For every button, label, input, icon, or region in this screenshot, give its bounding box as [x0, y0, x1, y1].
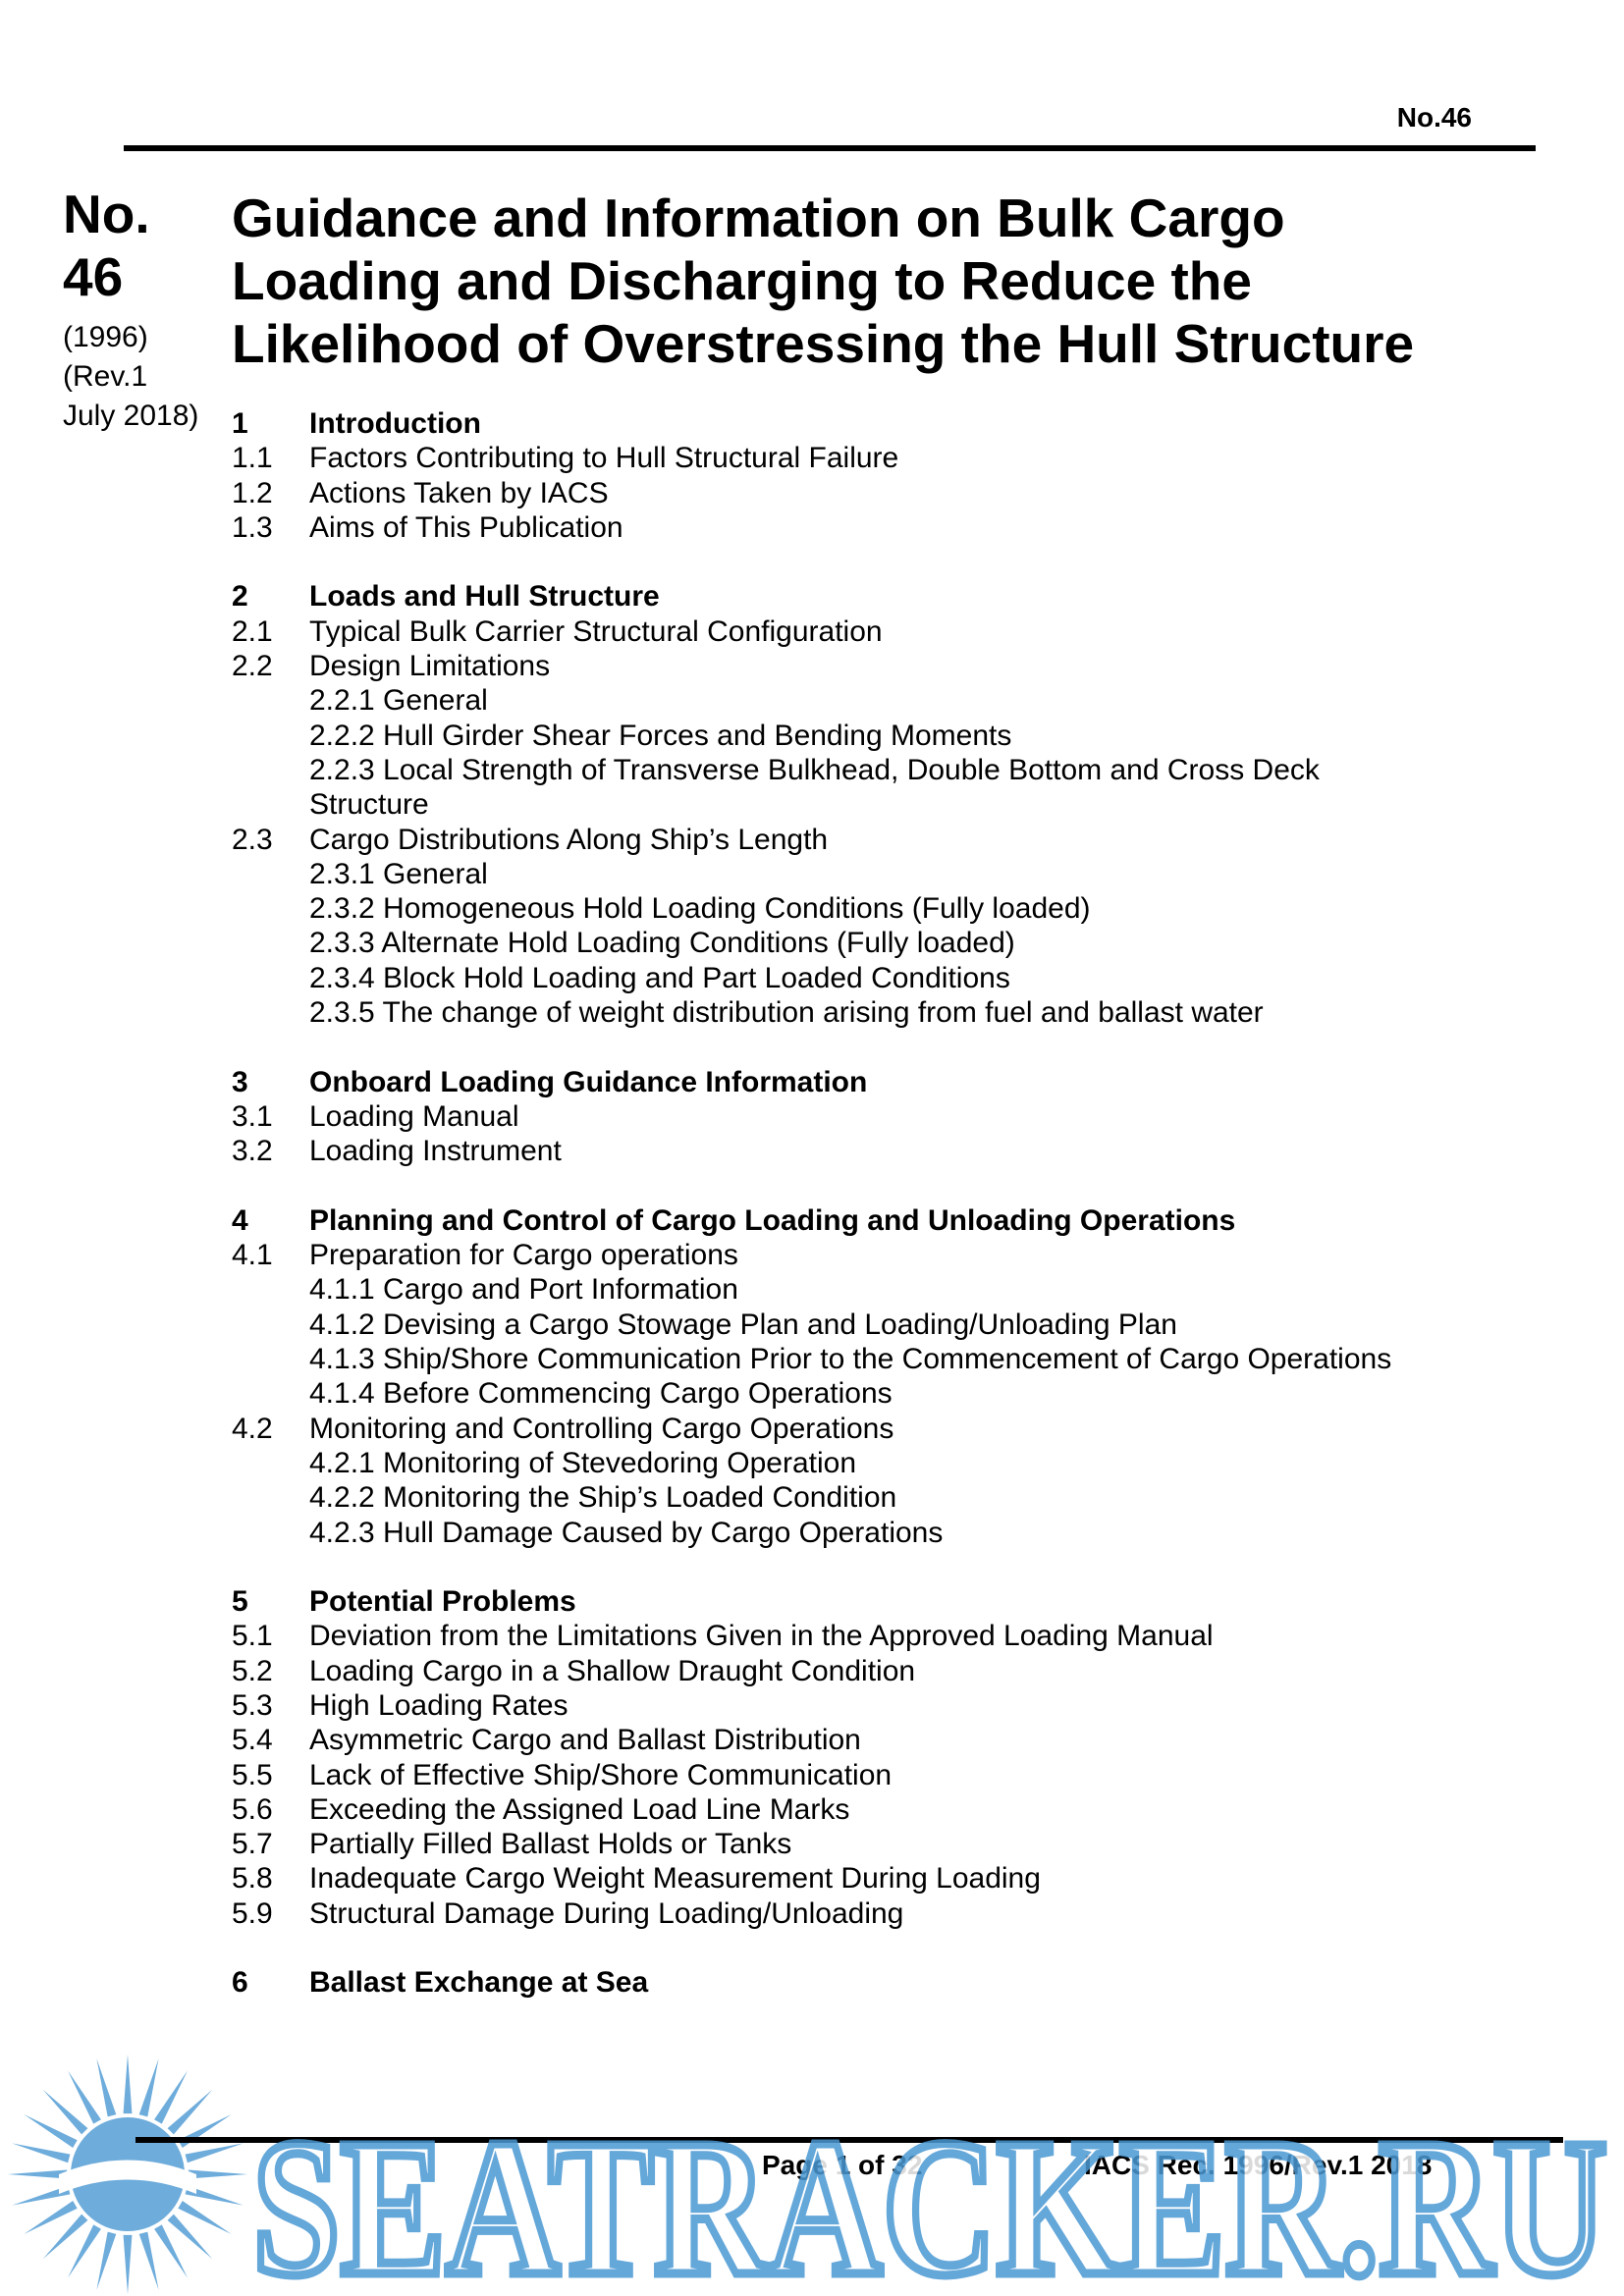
sun-ray [186, 2143, 244, 2163]
toc-entry [232, 614, 1528, 649]
toc-text: Potential Problems [309, 1585, 576, 1619]
side-date: July 2018) [63, 400, 199, 432]
toc-num: 1.2 [232, 476, 273, 509]
toc-text: 2.2.1 General [309, 684, 488, 718]
toc-num [232, 1308, 309, 1342]
toc-num [232, 1516, 309, 1550]
toc-entry [232, 1861, 1528, 1896]
document-reference: IACS Rec. 1996/Rev.1 2018 [1084, 2150, 1433, 2180]
toc-subentry [232, 1376, 1528, 1411]
watermark-text [236, 2081, 1624, 2296]
sun-ray [96, 2232, 116, 2290]
toc-text: 4.1.1 Cargo and Port Information [309, 1273, 738, 1307]
toc-subentry [232, 1516, 1528, 1550]
sun-ray [139, 2058, 159, 2116]
toc-section [232, 1584, 1528, 1619]
toc-num: 2 [232, 580, 248, 614]
toc-text: Ballast Exchange at Sea [309, 1966, 649, 2000]
toc-num: 5.1 [232, 1620, 273, 1653]
toc-text: 2.3.5 The change of weight distribution arising from fuel and ballast water [309, 996, 1264, 1030]
toc-num: 5 [232, 1585, 248, 1619]
toc-subentry [232, 753, 1528, 823]
toc-text: 2.3.3 Alternate Hold Loading Conditions (Fully loaded) [309, 927, 1015, 960]
sun-ray [189, 2170, 247, 2179]
sun-icon [0, 2052, 255, 2296]
toc-entry [232, 649, 1528, 683]
toc-subentry [232, 719, 1528, 753]
bottom-rule [135, 2137, 1563, 2143]
toc-text: Cargo Distributions Along Ship’s Length [309, 823, 829, 856]
toc-num: 4 [232, 1203, 248, 1237]
toc-num: 6 [232, 1966, 248, 2000]
toc-section [232, 406, 1528, 441]
toc-entry [232, 476, 1528, 510]
toc-text: Loads and Hull Structure [309, 580, 660, 614]
toc-text: Inadequate Cargo Weight Measurement During Loading [309, 1862, 1041, 1896]
toc-section [232, 1065, 1528, 1099]
sun-ray [124, 2235, 133, 2294]
toc-subentry [232, 683, 1528, 718]
toc-num [232, 1446, 309, 1480]
toc-num: 2.1 [232, 614, 273, 648]
toc-text: Loading Manual [309, 1099, 519, 1133]
toc-num: 2.2 [232, 650, 273, 683]
toc-num [232, 1342, 309, 1376]
toc-text: Design Limitations [309, 650, 551, 683]
toc-num: 5.8 [232, 1862, 273, 1896]
sun-ray [8, 2170, 67, 2179]
toc-subentry [232, 1308, 1528, 1342]
toc-num: 3 [232, 1065, 248, 1098]
toc-text: Asymmetric Cargo and Ballast Distribution [309, 1724, 861, 1757]
title-line: Likelihood of Overstressing the Hull Structure [232, 313, 1415, 374]
toc-entry [232, 823, 1528, 857]
title-line: Guidance and Information on Bulk Cargo [232, 187, 1285, 248]
toc-entry [232, 1619, 1528, 1653]
toc-text: 2.2.3 Local Strength of Transverse Bulkhead, Double Bottom and Cross Deck Structure [309, 753, 1320, 822]
sun-ray [124, 2055, 133, 2113]
toc-text: Onboard Loading Guidance Information [309, 1065, 868, 1098]
toc-text: Introduction [309, 407, 481, 440]
toc-text: Typical Bulk Carrier Structural Configuration [309, 614, 883, 648]
toc-text: Loading Cargo in a Shallow Draught Condition [309, 1654, 916, 1687]
toc-subentry [232, 1342, 1528, 1376]
toc-num: 3.2 [232, 1135, 273, 1168]
header-document-number: No.46 [1396, 102, 1472, 133]
toc-num [232, 753, 309, 823]
sun-ray [96, 2058, 116, 2116]
toc-num [232, 683, 309, 718]
toc-text: Lack of Effective Ship/Shore Communication [309, 1758, 893, 1791]
toc-num [232, 719, 309, 753]
toc-entry [232, 1688, 1528, 1723]
side-rev: (Rev.1 [63, 360, 148, 393]
toc-num [232, 857, 309, 891]
toc-entry [232, 1758, 1528, 1792]
toc-text: Factors Contributing to Hull Structural Failure [309, 442, 899, 475]
toc-text: 4.2.1 Monitoring of Stevedoring Operation [309, 1446, 857, 1479]
side-year: (1996) [63, 321, 148, 353]
toc-text: 4.2.2 Monitoring the Ship’s Loaded Condition [309, 1481, 897, 1515]
toc-entry [232, 1896, 1528, 1931]
toc-num: 2.3 [232, 823, 273, 856]
toc-num: 4.1 [232, 1239, 273, 1272]
toc-section [232, 1203, 1528, 1238]
toc-text: 2.3.1 General [309, 857, 488, 890]
toc-num [232, 1480, 309, 1515]
table-of-contents [232, 406, 1528, 2001]
toc-subentry [232, 1480, 1528, 1515]
toc-entry [232, 1654, 1528, 1688]
toc-text: 4.1.3 Ship/Shore Communication Prior to the Commencement of Cargo Operations [309, 1343, 1392, 1376]
side-identifier [63, 183, 220, 436]
toc-entry [232, 1723, 1528, 1757]
sun-ray [139, 2232, 159, 2290]
toc-subentry [232, 857, 1528, 891]
toc-num: 4.2 [232, 1412, 273, 1445]
toc-num [232, 1376, 309, 1411]
toc-text: Deviation from the Limitations Given in the Approved Loading Manual [309, 1620, 1214, 1653]
toc-text: 4.1.2 Devising a Cargo Stowage Plan and Loading/Unloading Plan [309, 1308, 1177, 1341]
toc-num: 5.7 [232, 1828, 273, 1861]
toc-text: High Loading Rates [309, 1688, 568, 1722]
toc-num [232, 961, 309, 995]
toc-section [232, 1965, 1528, 2000]
toc-num: 1.1 [232, 442, 273, 475]
toc-num [232, 891, 309, 926]
toc-text: 2.3.2 Homogeneous Hold Loading Conditions (Fully loaded) [309, 892, 1091, 926]
toc-text: Partially Filled Ballast Holds or Tanks [309, 1828, 792, 1861]
toc-subentry [232, 961, 1528, 995]
toc-num: 5.2 [232, 1654, 273, 1687]
toc-subentry [232, 926, 1528, 960]
document-title [232, 187, 1489, 375]
watermark-label: SEATRACKER.RU [252, 2100, 1607, 2296]
toc-text: 2.2.2 Hull Girder Shear Forces and Bending Moments [309, 719, 1012, 752]
toc-entry [232, 1134, 1528, 1168]
toc-text: 4.2.3 Hull Damage Caused by Cargo Operations [309, 1516, 944, 1549]
toc-num: 5.4 [232, 1724, 273, 1757]
top-rule [124, 145, 1536, 151]
toc-text: 2.3.4 Block Hold Loading and Part Loaded Conditions [309, 961, 1010, 994]
toc-text: 4.1.4 Before Commencing Cargo Operations [309, 1377, 893, 1411]
toc-entry [232, 1792, 1528, 1827]
toc-subentry [232, 1446, 1528, 1480]
toc-num: 5.9 [232, 1896, 273, 1930]
toc-text: Monitoring and Controlling Cargo Operations [309, 1412, 894, 1445]
toc-entry [232, 1827, 1528, 1861]
toc-entry [232, 1412, 1528, 1446]
toc-subentry [232, 995, 1528, 1030]
toc-num: 5.6 [232, 1792, 273, 1826]
toc-num: 1 [232, 407, 248, 440]
toc-text: Aims of This Publication [309, 510, 623, 544]
toc-text: Preparation for Cargo operations [309, 1239, 738, 1272]
toc-num: 5.3 [232, 1688, 273, 1722]
toc-section [232, 579, 1528, 614]
page-number: Page 1 of 32 [762, 2150, 923, 2180]
toc-num: 1.3 [232, 510, 273, 544]
toc-subentry [232, 1272, 1528, 1307]
toc-num: 3.1 [232, 1099, 273, 1133]
toc-num [232, 1272, 309, 1307]
toc-text: Actions Taken by IACS [309, 476, 609, 509]
toc-entry [232, 510, 1528, 545]
toc-subentry [232, 891, 1528, 926]
toc-text: Exceeding the Assigned Load Line Marks [309, 1792, 850, 1826]
toc-num: 5.5 [232, 1758, 273, 1791]
side-no-label: No. [63, 184, 150, 244]
toc-entry [232, 1099, 1528, 1134]
toc-entry [232, 441, 1528, 475]
toc-num [232, 995, 309, 1030]
sun-ray [12, 2143, 70, 2163]
side-number: 46 [63, 246, 124, 307]
toc-entry [232, 1238, 1528, 1272]
toc-text: Loading Instrument [309, 1135, 562, 1168]
toc-text: Structural Damage During Loading/Unloading [309, 1896, 904, 1930]
toc-text: Planning and Control of Cargo Loading and Unloading Operations [309, 1203, 1236, 1237]
toc-num [232, 926, 309, 960]
title-line: Loading and Discharging to Reduce the [232, 250, 1252, 311]
